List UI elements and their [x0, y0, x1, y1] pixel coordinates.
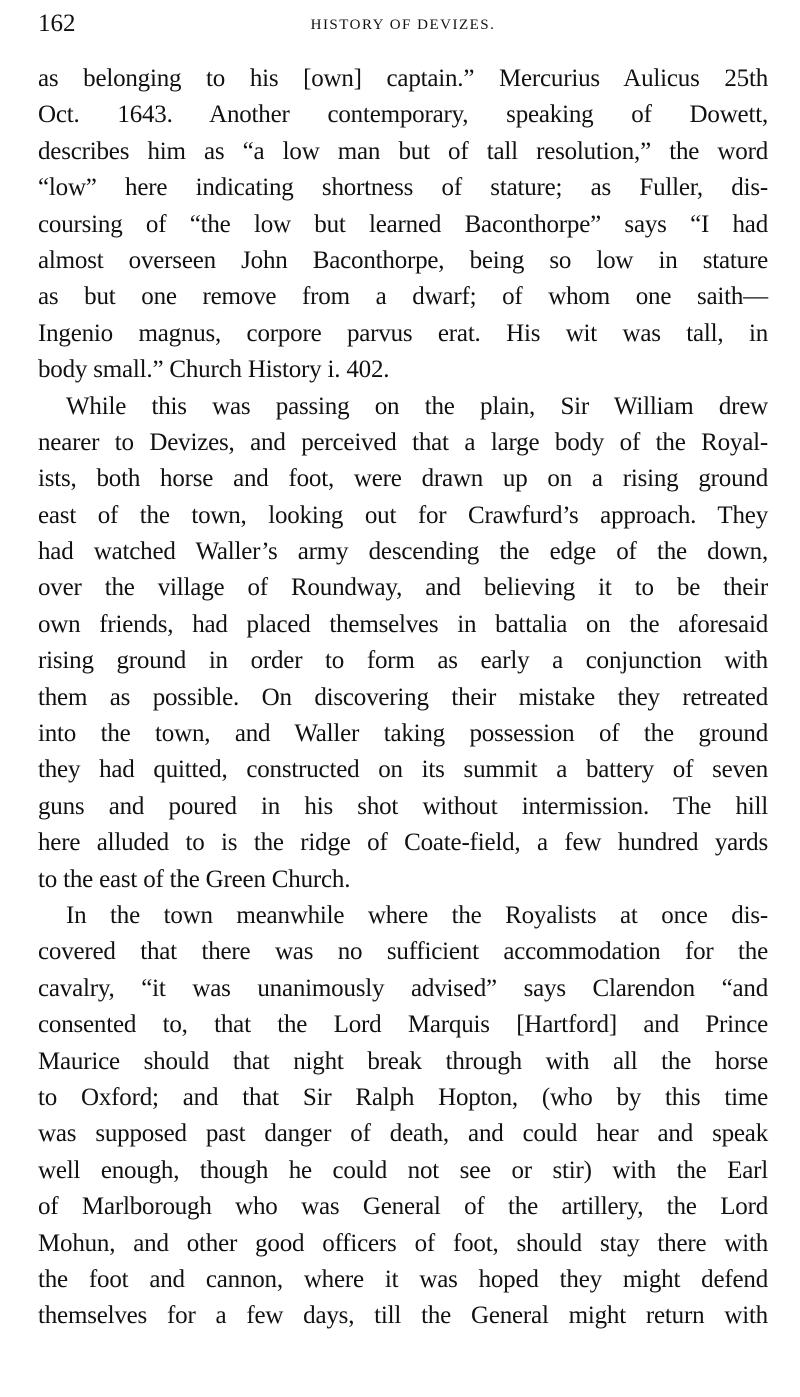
text-line: coursing of “the low but learned Baconthorpe” says “I had: [38, 210, 768, 238]
book-page: [38, 0, 768, 1335]
text-line: as but one remove from a dwarf; of whom one saith—: [38, 283, 768, 311]
running-title: HISTORY OF DEVIZES.: [310, 17, 496, 33]
text-line: themselves for a few days, till the General might return with: [38, 1302, 768, 1330]
page-number: 162: [38, 10, 76, 37]
paragraph: [38, 898, 768, 1335]
text-line: guns and poured in his shot without intermission. The hill: [38, 792, 768, 820]
text-line: ists, both horse and foot, were drawn up on a rising ground: [38, 465, 768, 493]
text-line: well enough, though he could not see or stir) with the Earl: [38, 1156, 768, 1184]
paragraph: [38, 389, 768, 898]
text-line: was supposed past danger of death, and could hear and speak: [38, 1120, 768, 1148]
text-line: describes him as “a low man but of tall resolution,” the word: [38, 137, 768, 165]
text-line: them as possible. On discovering their mistake they retreated: [38, 683, 768, 711]
text-line: While this was passing on the plain, Sir William drew: [66, 392, 768, 420]
text-line: into the town, and Waller taking possession of the ground: [38, 720, 768, 748]
text-line: In the town meanwhile where the Royalists at once dis-: [66, 901, 768, 929]
text-line: “low” here indicating shortness of stature; as Fuller, dis-: [38, 174, 768, 202]
text-line: Oct. 1643. Another contemporary, speaking of Dowett,: [38, 101, 768, 129]
text-line: Mohun, and other good officers of foot, should stay there with: [38, 1229, 768, 1257]
text-line: almost overseen John Baconthorpe, being so low in stature: [38, 246, 768, 274]
text-line: own friends, had placed themselves in battalia on the aforesaid: [38, 610, 768, 638]
text-line: as belonging to his [own] captain.” Mercurius Aulicus 25th: [38, 65, 768, 92]
text-line: covered that there was no sufficient accommodation for the: [38, 938, 768, 966]
text-line: to Oxford; and that Sir Ralph Hopton, (who by this time: [38, 1083, 768, 1111]
text-line: Maurice should that night break through with all the horse: [38, 1047, 768, 1075]
body-text: [38, 61, 768, 1335]
text-line: consented to, that the Lord Marquis [Hartford] and Prince: [38, 1011, 768, 1039]
text-line: nearer to Devizes, and perceived that a large body of the Royal-: [38, 428, 768, 456]
text-line: rising ground in order to form as early a conjunction with: [38, 647, 768, 675]
text-line: east of the town, looking out for Crawfurd’s approach. They: [38, 501, 768, 529]
running-header: [38, 0, 768, 48]
text-line: they had quitted, constructed on its summit a battery of seven: [38, 756, 768, 784]
text-line: over the village of Roundway, and believing it to be their: [38, 574, 768, 602]
text-line: to the east of the Green Church.: [38, 865, 351, 893]
text-line: had watched Waller’s army descending the edge of the down,: [38, 538, 768, 566]
paragraph: [38, 61, 768, 389]
text-line: of Marlborough who was General of the artillery, the Lord: [38, 1193, 768, 1221]
text-line: here alluded to is the ridge of Coate-field, a few hundred yards: [38, 829, 768, 857]
text-line: body small.” Church History i. 402.: [38, 356, 390, 384]
text-line: Ingenio magnus, corpore parvus erat. His wit was tall, in: [38, 319, 768, 347]
text-line: cavalry, “it was unanimously advised” says Clarendon “and: [38, 974, 768, 1002]
text-line: the foot and cannon, where it was hoped they might defend: [38, 1265, 768, 1293]
